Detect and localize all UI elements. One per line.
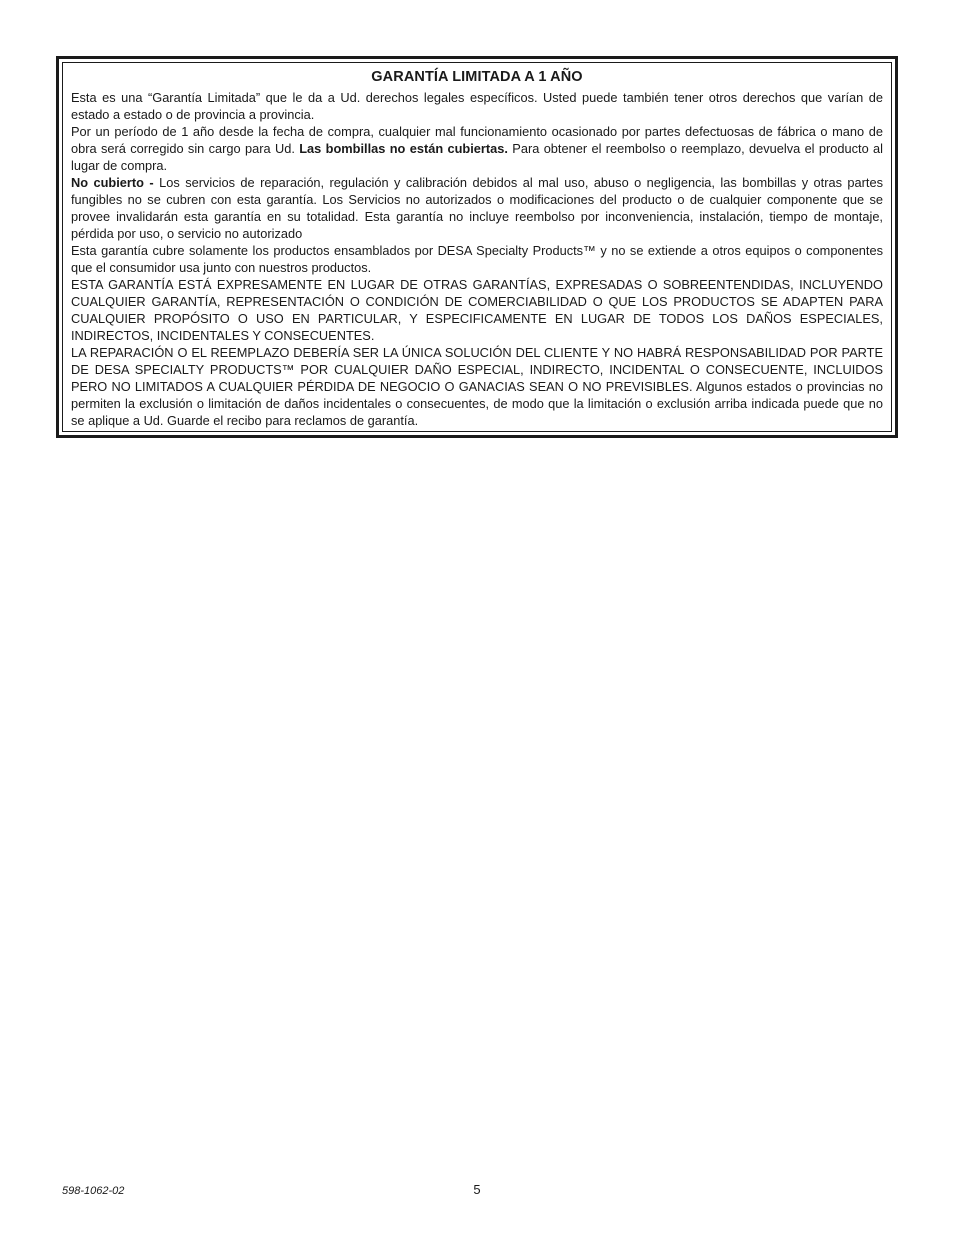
coverage-text-start: Por un período de 1 año desde la fecha de compra, cualquier mal funcionamiento ocasionado por partes defectuosas de fábrica o mano de obra será corregido sin cargo para Ud.	[71, 124, 883, 156]
bulbs-not-covered-note: Las bombillas no están cubiertas.	[299, 141, 508, 156]
warranty-paragraph-liability: LA REPARACIÓN O EL REEMPLAZO DEBERÍA SER LA ÚNICA SOLUCIÓN DEL CLIENTE Y NO HABRÁ RESPONSABILIDAD POR PARTE DE DESA SPECIALTY PRODUCTS™ POR CUALQUIER DAÑO ESPECIAL, INDIRECTO, INCIDENTAL O CONSECUENTE, INCLUIDOS PERO NO LIMITADOS A CUALQUIER PÉRDIDA DE NEGOCIO O GANACIAS SEAN O NO PREVISIBLES. Algunos estados o provincias no permiten la exclusión o limitación de daños incidentales o consecuentes, de modo que la limitación o exclusión arriba indicada puede que no se aplique a Ud. Guarde el recibo para reclamos de garantía.	[71, 345, 883, 428]
warranty-paragraph-legal-rights: Esta es una “Garantía Limitada” que le da a Ud. derechos legales específicos. Usted puede también tener otros derechos que varían de estado a estado o de provincia a provincia.	[71, 90, 883, 122]
coverage-text-end: Para obtener el reembolso o reemplazo, devuelva el producto al lugar de compra.	[71, 141, 883, 173]
not-covered-label: No cubierto -	[71, 175, 154, 190]
warranty-paragraph-disclaimer: ESTA GARANTÍA ESTÁ EXPRESAMENTE EN LUGAR DE OTRAS GARANTÍAS, EXPRESADAS O SOBREENTENDIDAS, INCLUYENDO CUALQUIER GARANTÍA, REPRESENTACIÓN O CONDICIÓN DE COMERCIABILIDAD O QUE LOS PRODUCTOS SE ADAPTEN PARA CUALQUIER PROPÓSITO O USO EN PARTICULAR, Y ESPECIFICAMENTE EN LUGAR DE TODOS LOS DAÑOS ESPECIALES, INDIRECTOS, INCIDENTALES Y CONSECUENTES.	[71, 277, 883, 343]
warranty-box	[56, 56, 898, 438]
document-code: 598-1062-02	[62, 1185, 125, 1197]
warranty-paragraph-not-covered	[71, 174, 883, 242]
page-number: 5	[473, 1182, 481, 1197]
warranty-box-inner	[62, 62, 892, 432]
warranty-title: GARANTÍA LIMITADA A 1 AÑO	[371, 69, 583, 85]
not-covered-text: Los servicios de reparación, regulación y calibración debidos al mal uso, abuso o negligencia, las bombillas y otras partes fungibles no se cubren con esta garantía. Los Servicios no autorizados o modificaciones del producto o de cualquier componente que se provee invalidarán esta garantía en su totalidad. Esta garantía no incluye reembolso por inconveniencia, instalación, tiempo de montaje, pérdida por uso, o servicio no autorizado	[71, 175, 883, 241]
warranty-paragraph-coverage	[71, 123, 883, 174]
warranty-paragraph-scope: Esta garantía cubre solamente los productos ensamblados por DESA Specialty Products™ y no se extiende a otros equipos o componentes que el consumidor usa junto con nuestros productos.	[71, 243, 883, 275]
